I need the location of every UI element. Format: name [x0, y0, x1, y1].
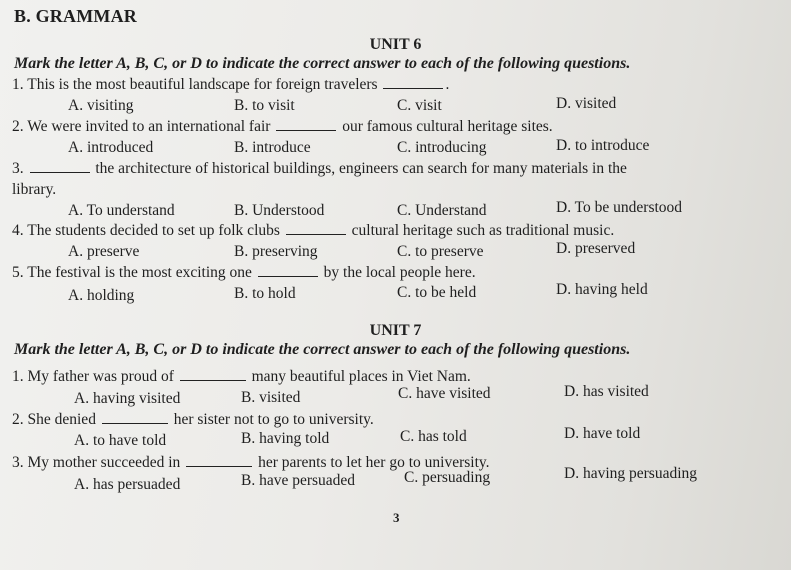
option-c: C. introducing [397, 139, 487, 156]
unit6-question-3 [12, 160, 627, 178]
option-a: A. preserve [68, 243, 140, 260]
option-d: D. visited [556, 95, 617, 112]
question-text: 5. The festival is the most exciting one [12, 264, 252, 281]
question-text: 4. The students decided to set up folk clubs [12, 222, 280, 239]
option-c: C. have visited [398, 385, 491, 402]
unit6-question-2 [12, 118, 553, 136]
option-c: C. to preserve [397, 243, 484, 260]
question-text: 3. My mother succeeded in [12, 454, 181, 471]
question-text: 1. This is the most beautiful landscape for foreign travelers [12, 76, 378, 93]
answer-blank [102, 411, 168, 424]
answer-blank [276, 118, 336, 131]
option-d: D. has visited [564, 383, 649, 400]
option-b: B. having told [241, 430, 330, 447]
question-text-end: cultural heritage such as traditional music. [351, 222, 615, 239]
answer-blank [258, 264, 318, 277]
option-c: C. to be held [397, 284, 477, 301]
question-text: 2. She denied [12, 411, 96, 428]
question-text: 3. [12, 160, 24, 177]
unit6-question-1 [12, 76, 449, 94]
unit7-title: UNIT 7 [369, 322, 422, 339]
unit7-question-2 [12, 411, 374, 429]
option-a: A. having visited [74, 390, 181, 407]
question-text-end: our famous cultural heritage sites. [342, 118, 553, 135]
unit6-title: UNIT 6 [369, 36, 422, 53]
option-c: C. Understand [397, 202, 487, 219]
question-text-end: many beautiful places in Viet Nam. [251, 368, 471, 385]
question-text-end: . [445, 76, 450, 93]
page-number: 3 [393, 510, 400, 525]
option-a: A. visiting [68, 97, 134, 114]
option-a: A. To understand [68, 202, 175, 219]
option-b: B. Understood [234, 202, 325, 219]
question-text-end: her parents to let her go to university. [258, 454, 490, 471]
option-a: A. introduced [68, 139, 154, 156]
section-title: B. GRAMMAR [14, 6, 137, 26]
unit6-instruction: Mark the letter A, B, C, or D to indicate the correct answer to each of the following questions. [14, 55, 631, 72]
option-d: D. to introduce [556, 137, 650, 154]
option-d: D. have told [564, 425, 641, 442]
unit7-instruction: Mark the letter A, B, C, or D to indicate the correct answer to each of the following questions. [14, 341, 631, 358]
answer-blank [286, 222, 346, 235]
answer-blank [180, 368, 246, 381]
question-text: 2. We were invited to an international fair [12, 118, 271, 135]
unit6-question-4 [12, 222, 614, 240]
option-c: C. persuading [404, 469, 491, 486]
option-d: D. To be understood [556, 199, 683, 216]
option-d: D. preserved [556, 240, 636, 257]
option-b: B. introduce [234, 139, 311, 156]
option-b: B. to hold [234, 285, 296, 302]
question-text-end: the architecture of historical buildings, engineers can search for many materials in the [95, 160, 627, 177]
option-b: B. visited [241, 389, 301, 406]
unit7-question-1 [12, 368, 471, 386]
option-a: A. to have told [74, 432, 167, 449]
option-b: B. preserving [234, 243, 318, 260]
option-a: A. has persuaded [74, 476, 181, 493]
answer-blank [383, 76, 443, 89]
option-b: B. have persuaded [241, 472, 356, 489]
question-text: 1. My father was proud of [12, 368, 174, 385]
unit6-question-3-continued: library. [12, 181, 57, 198]
question-text-end: her sister not to go to university. [173, 411, 374, 428]
answer-blank [186, 454, 252, 467]
option-b: B. to visit [234, 97, 295, 114]
option-c: C. visit [397, 97, 442, 114]
unit6-question-5 [12, 264, 476, 282]
answer-blank [30, 160, 90, 173]
option-d: D. having held [556, 281, 648, 298]
option-a: A. holding [68, 287, 135, 304]
question-text-end: by the local people here. [323, 264, 476, 281]
option-c: C. has told [400, 428, 467, 445]
option-d: D. having persuading [564, 465, 698, 482]
